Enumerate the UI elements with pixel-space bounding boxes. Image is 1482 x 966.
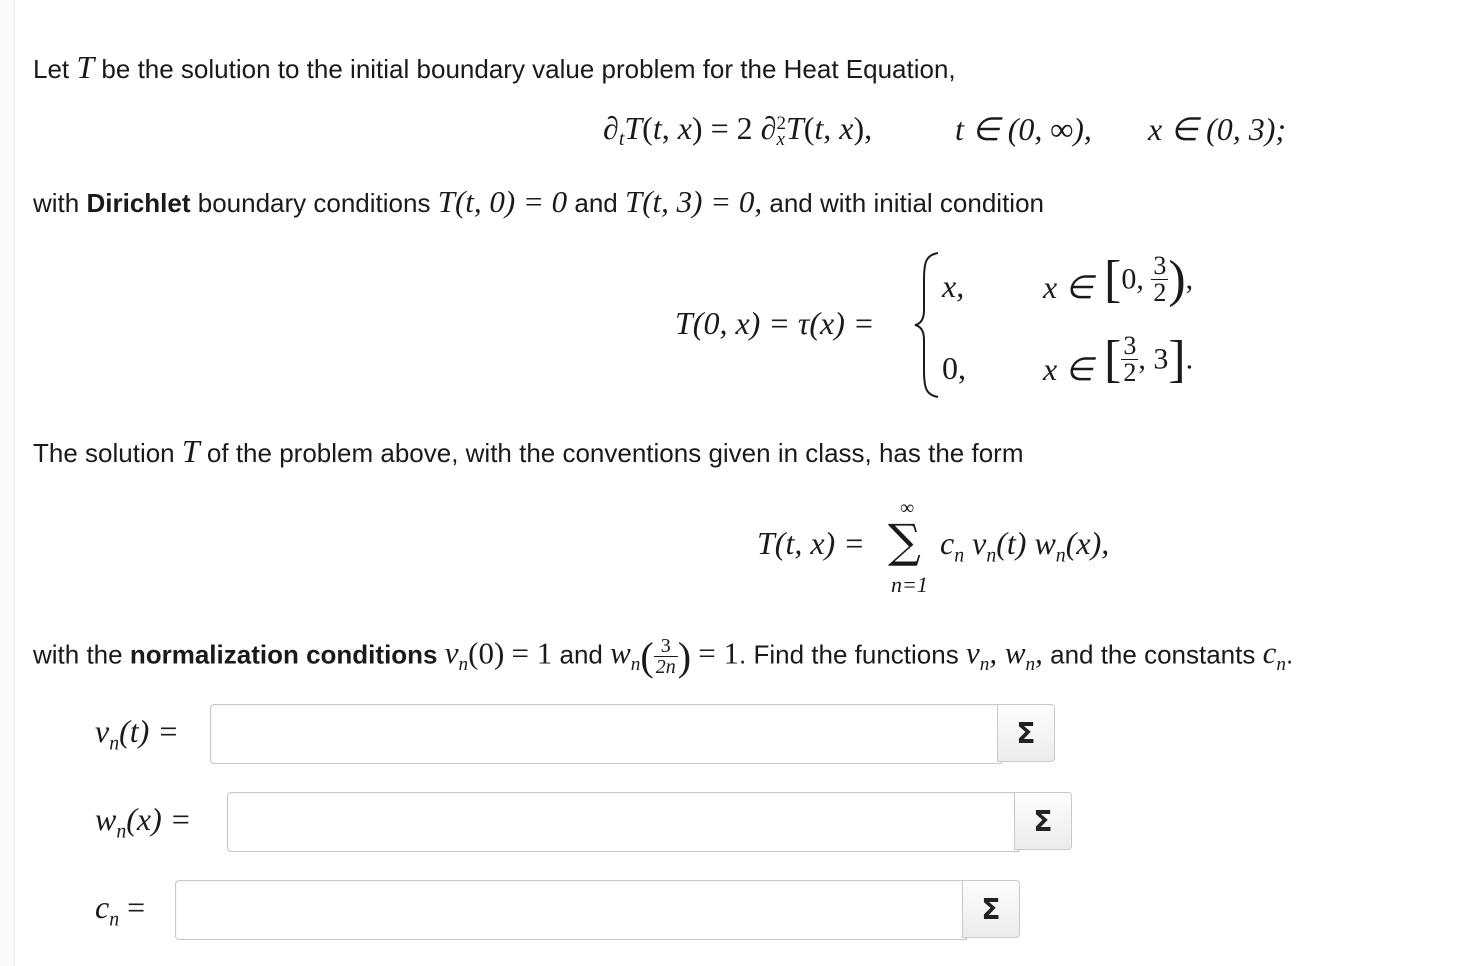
- w-sigma-button[interactable]: [1014, 792, 1072, 850]
- left-margin-rule: [0, 0, 15, 966]
- sigma-icon: Σ: [1016, 716, 1036, 750]
- c-input[interactable]: [175, 880, 967, 940]
- case1-cond: x ∈: [1043, 269, 1094, 305]
- w-label-text: (x) =: [126, 801, 192, 837]
- v-label: $v_n(t)$ =: [95, 713, 179, 755]
- case2-value: 0,: [942, 350, 966, 386]
- series-term: $c_n$ $v_n(t)$ $w_n(x)$,: [940, 525, 1110, 567]
- norm-eq1: = 1: [511, 635, 553, 671]
- solution-start: The solution: [33, 438, 175, 468]
- solution-line: [33, 433, 1023, 470]
- series-vw: (t) w: [996, 525, 1056, 561]
- case2-interval: [ $\frac{3}{2}$ , 3].: [1104, 331, 1194, 388]
- v-label-text: (t) =: [119, 713, 179, 749]
- case1-interval: [0, $\frac{3}{2}$ ),: [1104, 251, 1194, 308]
- c-sigma-button[interactable]: [962, 880, 1020, 938]
- normalization-line: with the normalization conditions $v_n(0) = 1$ and $w_n$( $\frac{3}{2n}$ ) = 1. Find the functions $v_n$, $w_n$, and the constants $c_n$.: [33, 634, 1294, 679]
- intro-rest: be the solution to the initial boundary value problem for the Heat Equation,: [101, 54, 956, 84]
- bc-left: T(t, 0) = 0: [437, 184, 568, 219]
- sigma-icon: Σ: [1033, 804, 1053, 838]
- intro-line: [33, 49, 956, 86]
- series-lhs: T(t, x) =: [757, 525, 865, 561]
- ic-lhs: T(0, x) = τ(x) =: [675, 305, 875, 341]
- norm-and: and: [559, 639, 603, 670]
- series-tail: (x),: [1065, 525, 1110, 561]
- case2-cond: x ∈: [1043, 351, 1094, 387]
- series-lower: n=1: [891, 572, 928, 597]
- series-c: c: [940, 525, 955, 561]
- cases-brace: [912, 250, 942, 400]
- w-input[interactable]: [227, 792, 1019, 852]
- case1-value: x,: [942, 268, 965, 304]
- norm-with: with the: [33, 639, 123, 670]
- intro-start: Let: [33, 54, 70, 84]
- t-domain: t ∈ (0, ∞),: [955, 111, 1092, 147]
- bc-right: T(t, 3) = 0,: [624, 184, 763, 219]
- norm-consts: and the constants: [1050, 639, 1256, 670]
- v-input[interactable]: [210, 704, 1002, 764]
- heat-equation: ∂tT(t, x) = 2 ∂ 2 x T(t, x),: [603, 110, 873, 150]
- w-label: $w_n(x)$ =: [95, 801, 192, 843]
- diffusion-coef: 2: [736, 110, 753, 146]
- sigma-icon: Σ: [981, 892, 1001, 926]
- solution-rest: of the problem above, with the conventions given in class, has the form: [206, 438, 1024, 468]
- boundary-and: and: [574, 188, 618, 218]
- var-T-2: T: [181, 433, 200, 469]
- norm-bold: normalization conditions: [129, 639, 438, 670]
- norm-find: . Find the functions: [739, 639, 959, 670]
- var-T: T: [76, 49, 95, 85]
- dirichlet-bold: Dirichlet: [86, 188, 191, 218]
- x-domain: x ∈ (0, 3);: [1148, 111, 1287, 147]
- boundary-tail: and with initial condition: [769, 188, 1045, 218]
- c-label: $c_n$ =: [95, 889, 146, 931]
- c-label-text: =: [127, 889, 146, 925]
- partial-symbol: ∂: [603, 110, 619, 146]
- boundary-mid: boundary conditions: [197, 188, 431, 218]
- series-upper: ∞: [900, 497, 915, 519]
- summation-icon: ∑: [888, 514, 921, 568]
- boundary-with: with: [33, 188, 80, 218]
- v-sigma-button[interactable]: [997, 704, 1055, 762]
- boundary-line: [33, 184, 1044, 220]
